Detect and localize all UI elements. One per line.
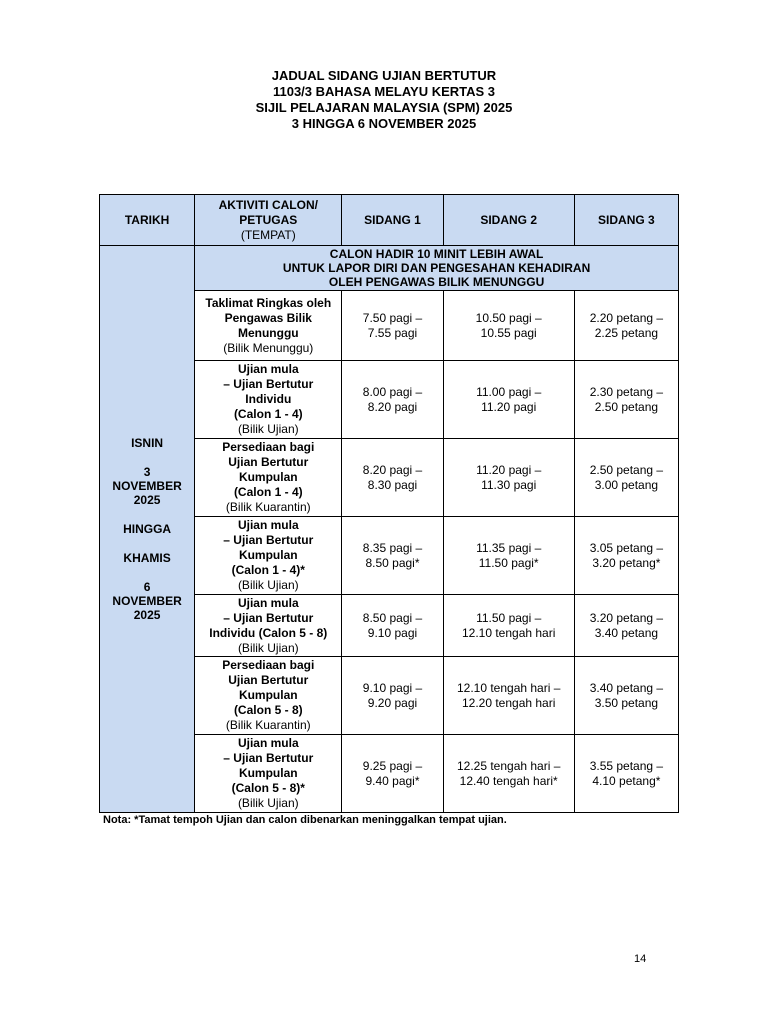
time-line: 12.40 tengah hari*: [459, 773, 558, 788]
time-line: 3.50 petang: [594, 695, 659, 710]
activity-name-line: Persediaan bagi: [222, 658, 315, 672]
date-day-end: KHAMIS: [123, 551, 171, 565]
activity-cell: [195, 361, 342, 439]
time-line: 3.00 petang: [594, 477, 659, 492]
activity-name-line: (Calon 1 - 4): [233, 485, 303, 499]
activity-place: (Bilik Ujian): [237, 640, 299, 655]
activity-place: (Bilik Kuarantin): [225, 500, 311, 514]
time-line: 9.10 pagi: [367, 625, 418, 640]
time-line: 8.50 pagi –: [362, 610, 423, 625]
time-line: 8.20 pagi –: [362, 462, 423, 477]
header-sidang-1: SIDANG 1: [342, 195, 443, 246]
time-line: 11.00 pagi –: [476, 384, 542, 399]
time-line: 2.30 petang –: [589, 384, 664, 399]
date-year-start: 2025: [133, 493, 161, 507]
time-line: 3.05 petang –: [589, 540, 664, 555]
notice-line-1: CALON HADIR 10 MINIT LEBIH AWAL: [329, 247, 544, 261]
activity-place: (Bilik Menunggu): [223, 340, 314, 355]
date-month-end: NOVEMBER: [112, 594, 182, 608]
activity-name-line: Kumpulan: [238, 688, 298, 702]
activity-cell: [195, 439, 342, 517]
title-line-1: JADUAL SIDANG UJIAN BERTUTUR: [271, 68, 497, 83]
time-line: 11.20 pagi –: [476, 462, 542, 477]
activity-cell: [195, 735, 342, 813]
time-line: 11.50 pagi*: [478, 555, 539, 570]
time-line: 8.50 pagi*: [365, 555, 420, 570]
time-line: 11.50 pagi –: [476, 610, 542, 625]
activity-name-line: Ujian mula: [237, 518, 299, 532]
session-2-time-cell: [443, 595, 574, 657]
header-aktiviti-sub: (TEMPAT): [240, 227, 296, 242]
table-header-row: [100, 195, 679, 246]
notice-line-3: OLEH PENGAWAS BILIK MENUNGGU: [328, 275, 545, 289]
session-3-time-cell: [574, 517, 678, 595]
activity-name-line: Ujian mula: [237, 362, 299, 376]
title-line-2: 1103/3 BAHASA MELAYU KERTAS 3: [272, 84, 496, 99]
activity-name-line: Kumpulan: [238, 470, 298, 484]
notice-line-2: UNTUK LAPOR DIRI DAN PENGESAHAN KEHADIRAN: [282, 261, 591, 275]
title-line-3: SIJIL PELAJARAN MALAYSIA (SPM) 2025: [255, 100, 513, 115]
date-day-start: ISNIN: [131, 436, 164, 450]
time-line: 11.20 pagi: [481, 399, 537, 414]
activity-name-line: (Calon 1 - 4)*: [231, 563, 305, 577]
time-line: 2.20 petang –: [589, 310, 664, 325]
footnote: Nota: *Tamat tempoh Ujian dan calon dibenarkan meninggalkan tempat ujian.: [103, 814, 507, 826]
time-line: 9.40 pagi*: [365, 773, 420, 788]
activity-cell: [195, 657, 342, 735]
session-3-time-cell: [574, 291, 678, 361]
time-line: 7.55 pagi: [367, 325, 418, 340]
session-2-time-cell: [443, 439, 574, 517]
time-line: 3.55 petang –: [589, 758, 664, 773]
activity-name-line: – Ujian Bertutur: [223, 533, 314, 547]
activity-name-line: Persediaan bagi: [222, 440, 315, 454]
session-3-time-cell: [574, 735, 678, 813]
activity-place: (Bilik Ujian): [237, 796, 299, 810]
notice-row: [100, 246, 679, 291]
schedule-table: [99, 194, 679, 813]
time-line: 9.25 pagi –: [362, 758, 423, 773]
time-line: 8.35 pagi –: [362, 540, 423, 555]
session-2-time-cell: [443, 291, 574, 361]
time-line: 8.20 pagi: [367, 399, 418, 414]
time-line: 2.50 petang: [594, 399, 659, 414]
time-line: 12.20 tengah hari: [461, 695, 556, 710]
header-aktiviti-label: AKTIVITI CALON/ PETUGAS: [218, 197, 318, 227]
time-line: 10.55 pagi: [480, 325, 537, 340]
session-1-time-cell: [342, 595, 443, 657]
time-line: 12.10 tengah hari: [461, 625, 556, 640]
session-2-time-cell: [443, 517, 574, 595]
notice-cell: [195, 246, 679, 291]
header-sidang-2: SIDANG 2: [443, 195, 574, 246]
time-line: 4.10 petang*: [592, 773, 661, 788]
activity-name-line: Menunggu: [237, 325, 299, 340]
header-tarikh: TARIKH: [100, 195, 195, 246]
activity-name-line: – Ujian Bertutur: [223, 751, 314, 765]
activity-name-line: Ujian Bertutur: [228, 455, 309, 469]
session-1-time-cell: [342, 439, 443, 517]
session-2-time-cell: [443, 361, 574, 439]
activity-name-line: Taklimat Ringkas oleh: [205, 295, 332, 310]
session-1-time-cell: [342, 361, 443, 439]
header-sidang-3: SIDANG 3: [574, 195, 678, 246]
title-line-4: 3 HINGGA 6 NOVEMBER 2025: [291, 116, 477, 131]
time-line: 12.25 tengah hari –: [456, 758, 561, 773]
time-line: 3.20 petang –: [589, 610, 664, 625]
activity-place: (Bilik Ujian): [237, 578, 299, 592]
document-title: [0, 68, 768, 132]
session-3-time-cell: [574, 439, 678, 517]
session-1-time-cell: [342, 291, 443, 361]
session-3-time-cell: [574, 361, 678, 439]
activity-name-line: Individu: [245, 392, 292, 406]
time-line: 11.30 pagi: [481, 477, 537, 492]
activity-cell: [195, 517, 342, 595]
time-line: 7.50 pagi –: [362, 310, 423, 325]
session-2-time-cell: [443, 657, 574, 735]
time-line: 3.40 petang: [594, 625, 659, 640]
activity-name-line: Individu (Calon 5 - 8): [209, 625, 328, 640]
activity-name-line: – Ujian Bertutur: [223, 377, 314, 391]
time-line: 8.30 pagi: [367, 477, 418, 492]
activity-cell: [195, 291, 342, 361]
session-1-time-cell: [342, 735, 443, 813]
page-number: 14: [634, 953, 647, 965]
session-3-time-cell: [574, 657, 678, 735]
activity-name-line: Kumpulan: [238, 548, 298, 562]
activity-name-line: (Calon 1 - 4): [233, 407, 303, 421]
session-1-time-cell: [342, 517, 443, 595]
date-until: HINGGA: [123, 522, 172, 536]
date-month-start: NOVEMBER: [112, 479, 182, 493]
date-year-end: 2025: [133, 608, 161, 622]
session-1-time-cell: [342, 657, 443, 735]
activity-name-line: – Ujian Bertutur: [223, 610, 314, 625]
time-line: 2.25 petang: [594, 325, 659, 340]
activity-place: (Bilik Ujian): [237, 422, 299, 436]
activity-name-line: Kumpulan: [238, 766, 298, 780]
date-num-end: 6: [143, 580, 151, 594]
activity-name-line: Ujian mula: [237, 736, 299, 750]
date-range-cell: [100, 246, 195, 813]
activity-name-line: Ujian Bertutur: [228, 673, 309, 687]
time-line: 9.10 pagi –: [362, 680, 423, 695]
time-line: 11.35 pagi –: [476, 540, 542, 555]
activity-name-line: Ujian mula: [237, 595, 299, 610]
activity-place: (Bilik Kuarantin): [225, 718, 311, 732]
time-line: 10.50 pagi –: [475, 310, 542, 325]
session-2-time-cell: [443, 735, 574, 813]
session-3-time-cell: [574, 595, 678, 657]
time-line: 12.10 tengah hari –: [456, 680, 561, 695]
activity-name-line: (Calon 5 - 8): [233, 703, 303, 717]
time-line: 9.20 pagi: [367, 695, 418, 710]
time-line: 8.00 pagi –: [362, 384, 423, 399]
activity-name-line: Pengawas Bilik: [224, 310, 312, 325]
time-line: 3.20 petang*: [592, 555, 661, 570]
activity-name-line: (Calon 5 - 8)*: [231, 781, 305, 795]
activity-cell: [195, 595, 342, 657]
header-aktiviti: [195, 195, 342, 246]
date-num-start: 3: [143, 465, 151, 479]
time-line: 2.50 petang –: [589, 462, 664, 477]
time-line: 3.40 petang –: [589, 680, 664, 695]
